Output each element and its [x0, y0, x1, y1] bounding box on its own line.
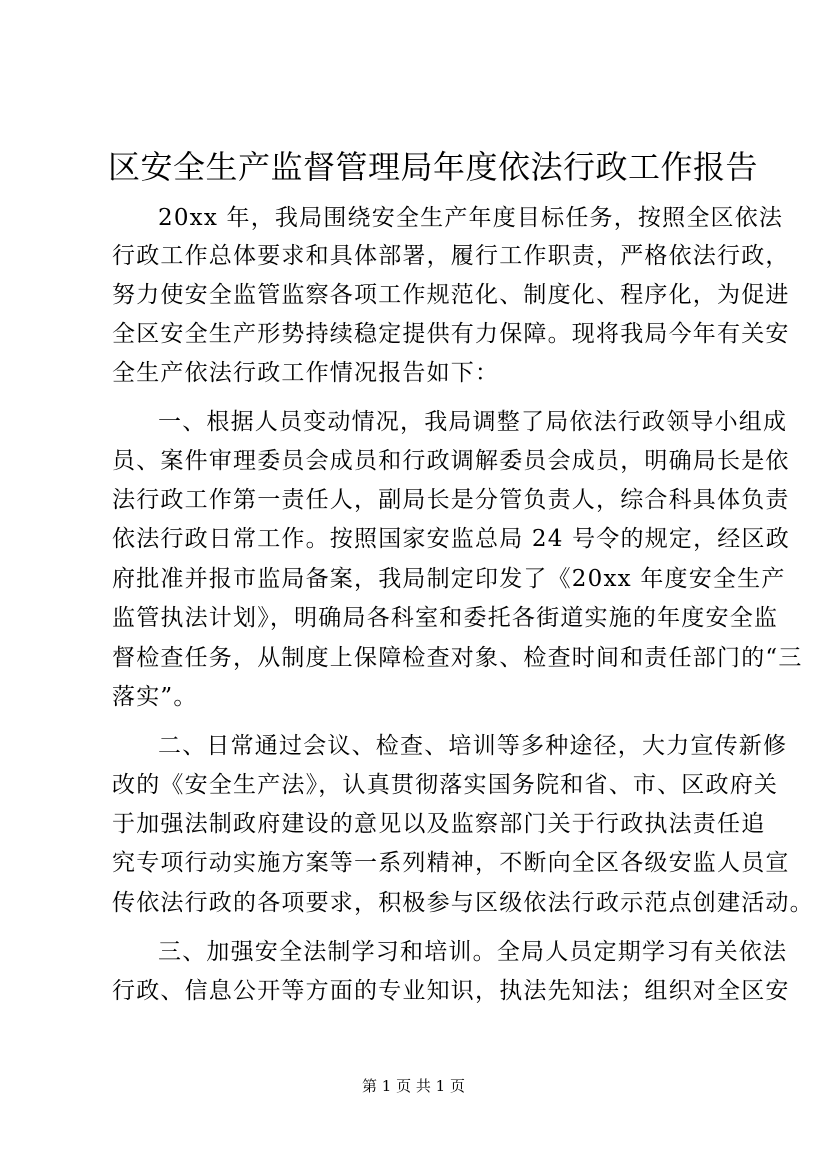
- text-line: 全生产依法行政工作情况报告如下：: [112, 360, 500, 386]
- text-line: 全区安全生产形势持续稳定提供有力保障。现将我局今年有关安: [112, 321, 790, 347]
- text-line: 督检查任务，从制度上保障检查对象、检查时间和责任部门的“三: [112, 645, 803, 671]
- text-line: 行政、信息公开等方面的专业知识，执法先知法；组织对全区安: [112, 978, 790, 1004]
- text-line: 法行政工作第一责任人，副局长是分管负责人，综合科具体负责: [112, 487, 790, 513]
- document-title: 区安全生产监督管理局年度依法行政工作报告: [108, 148, 759, 186]
- text-line: 监管执法计划》，明确局各科室和委托各街道实施的年度安全监: [112, 605, 779, 631]
- text-line: 改的《安全生产法》，认真贯彻落实国务院和省、市、区政府关: [112, 772, 779, 798]
- text-line: 员、案件审理委员会成员和行政调解委员会成员，明确局长是依: [112, 448, 790, 474]
- text-line: 一、根据人员变动情况，我局调整了局依法行政领导小组成: [158, 409, 788, 435]
- text-line: 究专项行动实施方案等一系列精神，不断向全区各级安监人员宣: [112, 850, 790, 876]
- text-line: 三、加强安全法制学习和培训。全局人员定期学习有关依法: [158, 939, 788, 965]
- text-line: 传依法行政的各项要求，积极参与区级依法行政示范点创建活动。: [112, 890, 814, 916]
- text-line: 于加强法制政府建设的意见以及监察部门关于行政执法责任追: [112, 811, 766, 837]
- page-footer: 第 1 页 共 1 页: [362, 1077, 465, 1095]
- text-line: 府批准并报市监局备案，我局制定印发了《20xx 年度安全生产: [112, 566, 786, 592]
- text-line: 落实”。: [112, 684, 198, 710]
- text-line: 行政工作总体要求和具体部署，履行工作职责，严格依法行政，: [112, 243, 790, 269]
- text-line: 努力使安全监管监察各项工作规范化、制度化、程序化，为促进: [112, 282, 790, 308]
- text-line: 依法行政日常工作。按照国家安监总局 24 号令的规定，经区政: [112, 526, 790, 552]
- text-line: 二、日常通过会议、检查、培训等多种途径，大力宣传新修: [158, 733, 788, 759]
- text-line: 20xx 年，我局围绕安全生产年度目标任务，按照全区依法: [158, 205, 784, 231]
